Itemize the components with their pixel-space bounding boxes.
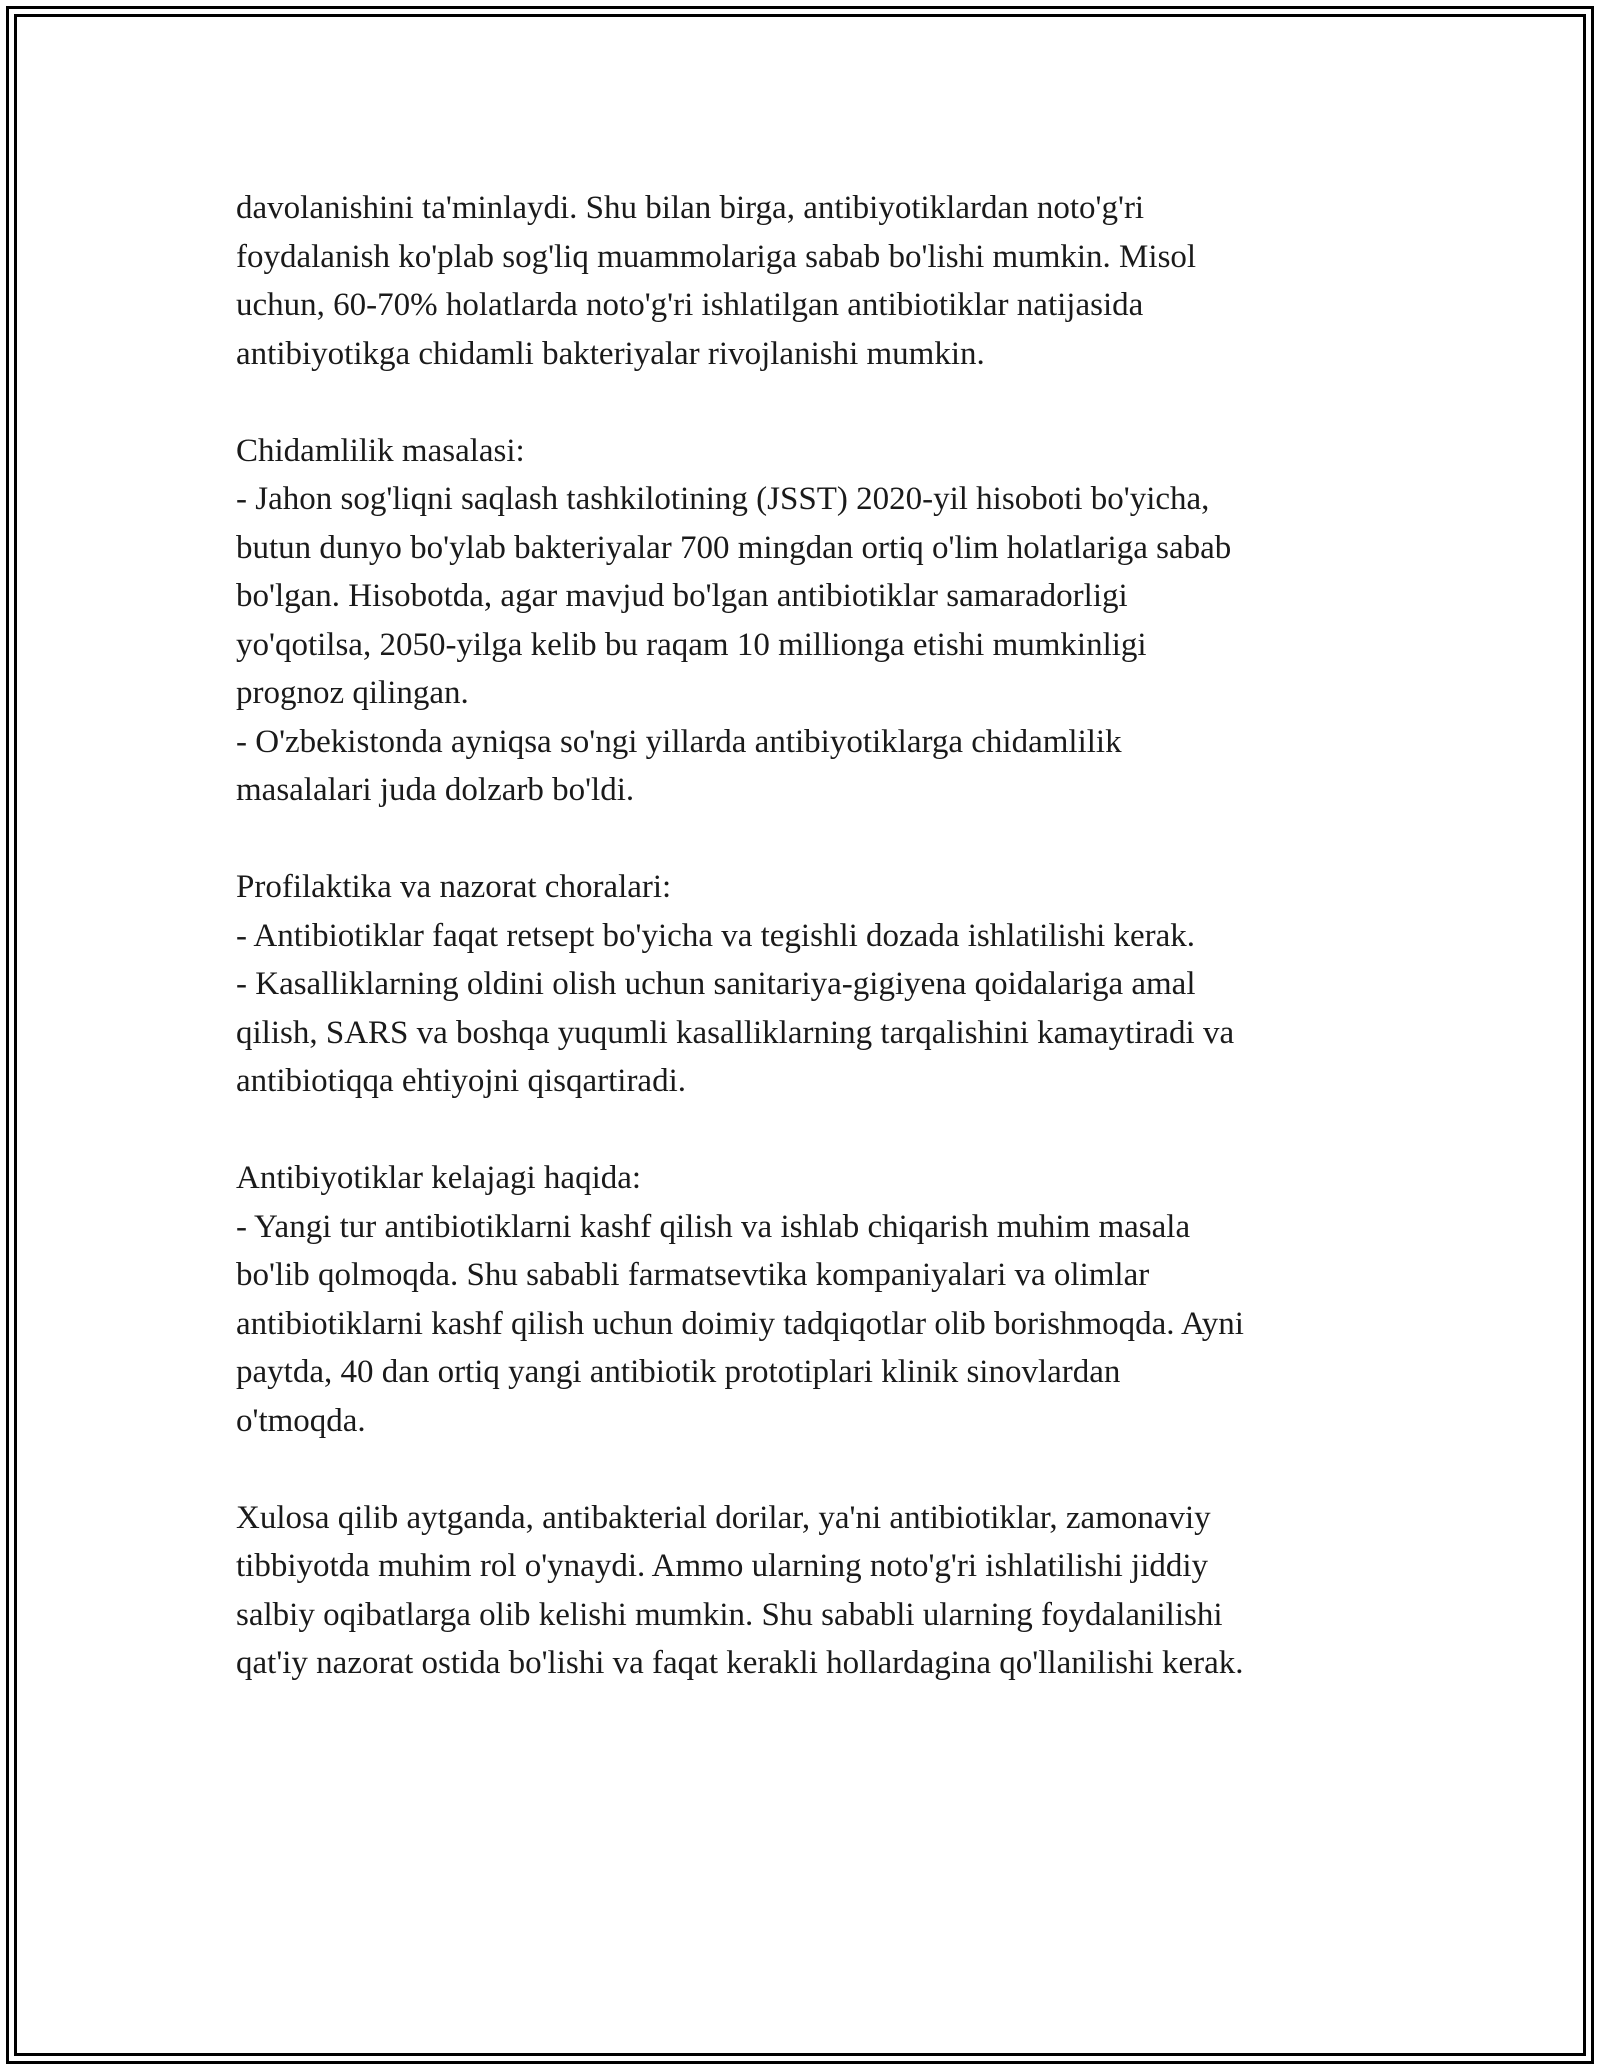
text-line: - O'zbekistonda ayniqsa so'ngi yillarda antibiyotiklarga chidamlilik xyxy=(236,723,1122,760)
text-line: o'tmoqda. xyxy=(236,1402,366,1439)
paragraph-resistance xyxy=(236,427,1396,815)
text-line: foydalanish ko'plab sog'liq muammolariga sabab bo'lishi mumkin. Misol xyxy=(236,238,1197,275)
paragraph-future xyxy=(236,1154,1396,1445)
text-line: uchun, 60-70% holatlarda noto'g'ri ishlatilgan antibiotiklar natijasida xyxy=(236,287,1144,323)
section-heading: Antibiyotiklar kelajagi haqida: xyxy=(236,1160,642,1196)
text-line: masalalari juda dolzarb bo'ldi. xyxy=(236,772,635,808)
text-line: antibiyotikga chidamli bakteriyalar rivojlanishi mumkin. xyxy=(236,335,985,372)
text-line: paytda, 40 dan ortiq yangi antibiotik prototiplari klinik sinovlardan xyxy=(236,1354,1121,1390)
text-line: antibiotiqqa ehtiyojni qisqartiradi. xyxy=(236,1063,686,1099)
text-line: tibbiyotda muhim rol o'ynaydi. Ammo ularning noto'g'ri ishlatilishi jiddiy xyxy=(236,1548,1209,1584)
text-line: qilish, SARS va boshqa yuqumli kasalliklarning tarqalishini kamaytiradi va xyxy=(236,1014,1235,1051)
text-line: prognoz qilingan. xyxy=(236,675,469,711)
text-line: bo'lgan. Hisobotda, agar mavjud bo'lgan antibiotiklar samaradorligi xyxy=(236,578,1128,614)
paragraph-prevention xyxy=(236,863,1396,1106)
text-line: - Yangi tur antibiotiklarni kashf qilish va ishlab chiqarish muhim masala xyxy=(236,1208,1191,1245)
document-body xyxy=(236,184,1396,1736)
text-line: Xulosa qilib aytganda, antibakterial dorilar, ya'ni antibiotiklar, zamonaviy xyxy=(236,1499,1211,1536)
text-line: - Jahon sog'liqni saqlash tashkilotining (JSST) 2020-yil hisoboti bo'yicha, xyxy=(236,481,1210,517)
paragraph-conclusion xyxy=(236,1494,1396,1688)
text-line: butun dunyo bo'ylab bakteriyalar 700 mingdan ortiq o'lim holatlariga sabab xyxy=(236,529,1232,566)
text-line: antibiotiklarni kashf qilish uchun doimiy tadqiqotlar olib borishmoqda. Ayni xyxy=(236,1305,1244,1342)
text-line: salbiy oqibatlarga olib kelishi mumkin. Shu sababli ularning foydalanilishi xyxy=(236,1596,1223,1633)
text-line: qat'iy nazorat ostida bo'lishi va faqat kerakli hollardagina qo'llanilishi kerak. xyxy=(236,1645,1244,1681)
text-line: - Antibiotiklar faqat retsept bo'yicha va tegishli dozada ishlatilishi kerak. xyxy=(236,917,1196,954)
paragraph-intro xyxy=(236,184,1396,378)
text-line: davolanishini ta'minlaydi. Shu bilan birga, antibiyotiklardan noto'g'ri xyxy=(236,190,1145,226)
text-line: bo'lib qolmoqda. Shu sababli farmatsevtika kompaniyalari va olimlar xyxy=(236,1257,1150,1293)
section-heading: Profilaktika va nazorat choralari: xyxy=(236,869,672,905)
text-line: yo'qotilsa, 2050-yilga kelib bu raqam 10 millionga etishi mumkinligi xyxy=(236,626,1147,663)
section-heading: Chidamlilik masalasi: xyxy=(236,432,525,469)
text-line: - Kasalliklarning oldini olish uchun sanitariya-gigiyena qoidalariga amal xyxy=(236,966,1196,1002)
